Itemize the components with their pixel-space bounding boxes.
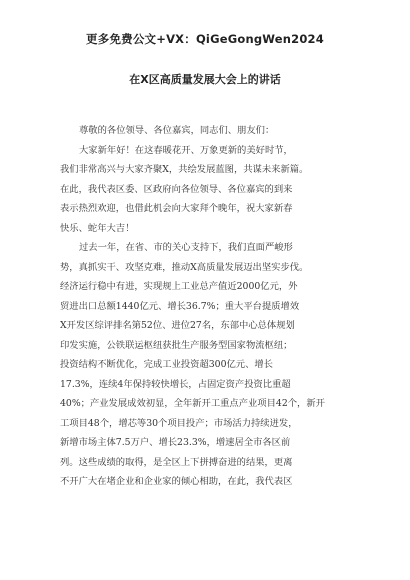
text-line: 大家新年好！在这春暖花开、万象更新的美好时节，	[79, 144, 293, 156]
text-line: 投资结构不断优化，完成工业投资超300亿元、增长	[60, 359, 273, 370]
text-line: 不开广大在堵企业和企业家的倾心相助，在此，我代表区	[60, 476, 293, 487]
paragraph-review	[60, 238, 365, 492]
text-line: 贸进出口总额1440亿元、增长36.7%；重大平台提质增效	[60, 300, 300, 312]
text-line: 尊敬的各位领导、各位嘉宾，同志们、朋友们：	[79, 125, 275, 136]
text-line: 17.3%，连续4年保持较快增长，占固定资产投资比重超	[60, 378, 291, 390]
text-line: 列。这些成绩的取得，是全区上下拼搏奋进的结果，更离	[60, 456, 293, 468]
text-line: 在此，我代表区委、区政府向各位领导、各位嘉宾的到来	[60, 183, 293, 195]
text-line: X开发区综评排名第52位、进位27名，东部中心总体规划	[60, 320, 295, 331]
text-line: 快乐、蛇年大吉！	[60, 222, 135, 234]
text-line: 40%；产业发展成效初显，全年新开工重点产业项目42个，新开	[60, 398, 325, 409]
document-title: 在X区高质量发展大会上的讲话	[129, 73, 281, 86]
text-line: 势，真抓实干、攻坚克难，推动X高质量发展迈出坚实步伐。	[60, 261, 309, 273]
text-line: 过去一年，在省、市的关心支持下，我们直面严峻形	[79, 242, 293, 253]
text-line: 印发实施，公铁联运枢纽获批生产服务型国家物流枢纽；	[60, 339, 293, 351]
text-line: 经济运行稳中有进，实现规上工业总产值近2000亿元，外	[60, 281, 298, 292]
text-line: 新增市场主体7.5万户、增长23.3%，增速居全市各区前	[60, 437, 291, 448]
text-line: 我们非常高兴与大家齐聚X，共绘发展蓝图，共谋未来新篇。	[60, 164, 309, 175]
text-line: 工项目48个，增芯等30个项目投产；市场活力持续迸发，	[60, 417, 298, 429]
paragraph-salutation	[60, 121, 365, 141]
text-line: 表示热烈欢迎，也借此机会向大家拜个晚年，祝大家新春	[60, 203, 293, 214]
header-note: 更多免费公文+VX：QiGeGongWen2024	[86, 32, 324, 46]
paragraph-greeting	[60, 141, 365, 239]
document-body	[60, 121, 365, 492]
